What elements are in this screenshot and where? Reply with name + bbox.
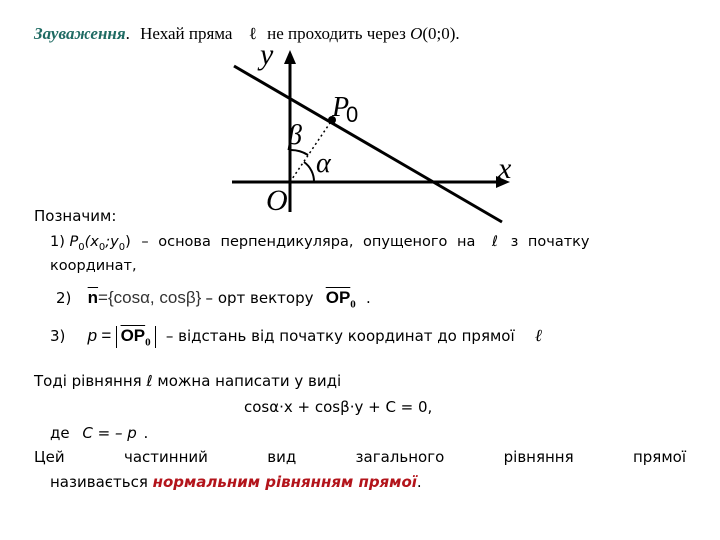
item2-dot: .: [366, 289, 371, 307]
y-axis-arrow: [284, 50, 296, 64]
item1-text: – основа перпендикуляра, опущеного на: [141, 234, 476, 250]
equation-intro: Тоді рівняння ℓ можна написати у виді: [34, 372, 342, 390]
denote-item-3: [50, 326, 542, 348]
item3-vec: $\overline{OP}$: [120, 326, 146, 345]
label-p: P: [332, 92, 350, 123]
note-title: Зауваження: [34, 24, 126, 43]
item1-num: 1): [50, 234, 65, 250]
note-text-before: Нехай пряма: [140, 24, 233, 43]
where-formula: C = – p: [82, 424, 137, 442]
item3-eq: =: [101, 326, 112, 345]
item1-line: ℓ: [491, 234, 498, 250]
label-alpha: α: [316, 148, 331, 179]
where-dot: .: [143, 424, 149, 442]
item3-text: – відстань від початку координат до прямої: [165, 327, 515, 345]
label-beta: β: [288, 120, 302, 151]
item1-p: P: [69, 234, 79, 250]
note-title-dot: .: [125, 24, 130, 43]
item2-text: – орт вектору: [205, 289, 314, 307]
conclusion-highlight: нормальним рівнянням прямої: [152, 473, 417, 491]
item1-close: ): [125, 234, 131, 250]
item1-x0: 0: [98, 241, 106, 253]
conclusion-line-1: [34, 448, 686, 466]
alpha-arc: [304, 162, 314, 182]
denote-item-1: [50, 234, 590, 253]
note-line: [34, 24, 460, 44]
item1-p-sub: 0: [78, 241, 85, 253]
label-p-sub: 0: [346, 102, 359, 127]
item2-vec-sub: 0: [350, 298, 356, 311]
label-y: y: [260, 44, 274, 71]
item1-text2: з початку: [510, 234, 590, 250]
conclusion-text2: називається: [50, 473, 148, 491]
origin-point: O: [410, 24, 423, 43]
denote-item-2: [56, 288, 371, 310]
item2-vec: $\overline{OP}$: [325, 288, 351, 307]
label-x: x: [498, 152, 512, 185]
item3-num: 3): [50, 327, 66, 345]
conclusion-text: Цей частинний вид загального рівняння прямої: [34, 448, 686, 466]
item1-sep: ;y: [105, 234, 119, 250]
origin-coords: (0;0).: [422, 24, 460, 43]
label-o: O: [266, 184, 288, 217]
item3-abs: [116, 326, 156, 348]
denote-heading: Позначим:: [34, 207, 117, 225]
conclusion-dot: .: [416, 473, 422, 491]
conclusion-line-2: [50, 473, 422, 491]
item3-line: ℓ: [534, 326, 542, 345]
note-text-after: не проходить через: [267, 24, 406, 43]
line-symbol: ℓ: [248, 24, 257, 43]
equation-where: [50, 424, 148, 442]
equation-formula: cosα·x + cosβ·y + C = 0,: [244, 398, 433, 416]
item1-y0: 0: [118, 241, 126, 253]
item1-cont: координат,: [50, 258, 137, 274]
item2-n: $\overline{n}$: [87, 288, 99, 307]
item2-num: 2): [56, 289, 72, 307]
item3-vec-sub: 0: [145, 336, 151, 349]
item2-formula: ={cosα, cosβ}: [98, 288, 202, 307]
item1-coords: (x: [84, 234, 99, 250]
where-label: де: [50, 424, 70, 442]
item3-p: p: [87, 326, 98, 345]
coordinate-diagram: [220, 44, 540, 224]
